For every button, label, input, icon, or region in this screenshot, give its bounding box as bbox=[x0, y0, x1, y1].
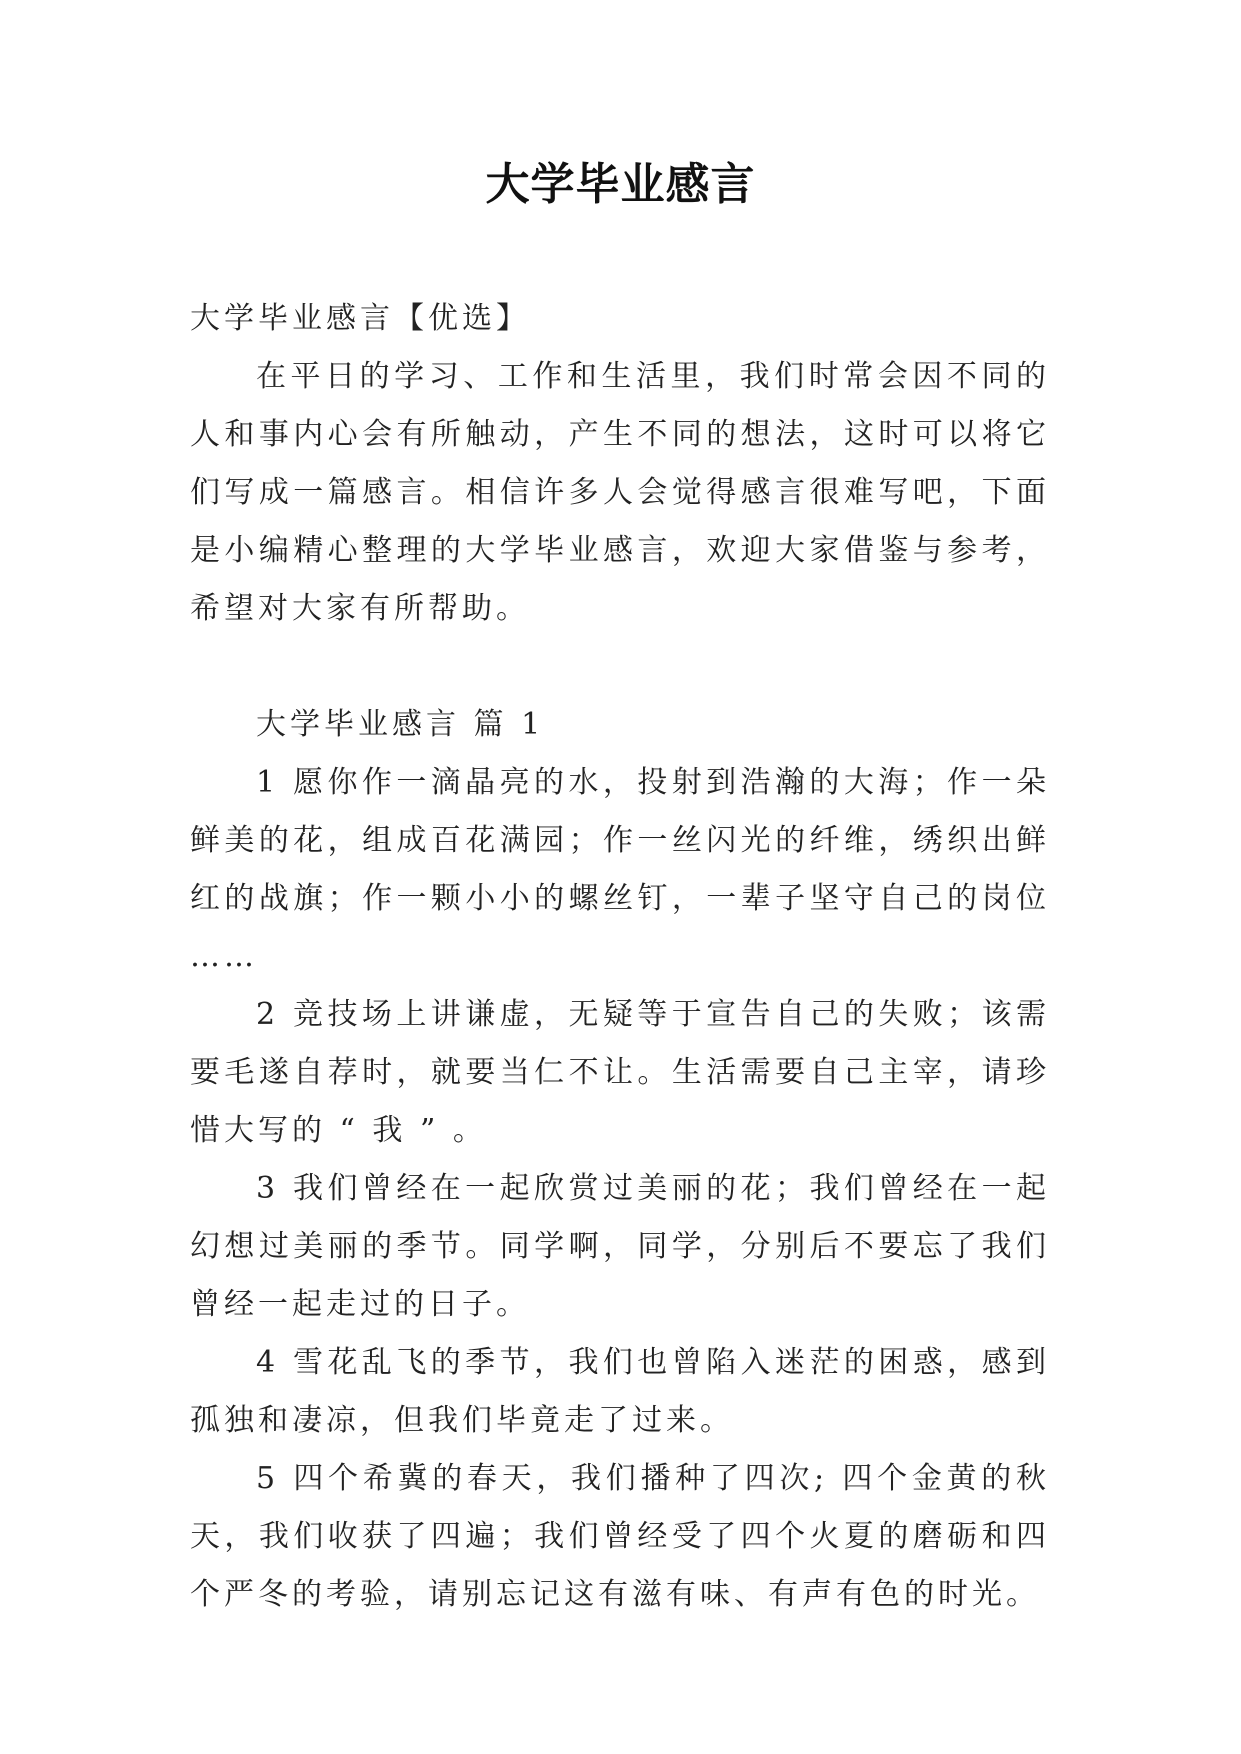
document-body bbox=[190, 290, 1050, 1624]
body-paragraph-2: 2 竞技场上讲谦虚，无疑等于宣告自己的失败；该需要毛遂自荐时，就要当仁不让。生活需要自己主宰，请珍惜大写的 “ 我 ” 。 bbox=[190, 997, 1050, 1148]
paragraph-spacer bbox=[190, 638, 1050, 696]
document-title: 大学毕业感言 bbox=[485, 159, 756, 210]
body-paragraph-4: 4 雪花乱飞的季节，我们也曾陷入迷茫的困惑，感到孤独和凄凉，但我们毕竟走了过来。 bbox=[190, 1345, 1050, 1438]
intro-paragraph: 在平日的学习、工作和生活里，我们时常会因不同的人和事内心会有所触动，产生不同的想法，这时可以将它们写成一篇感言。相信许多人会觉得感言很难写吧，下面是小编精心整理的大学毕业感言，欢迎大家借鉴与参考，希望对大家有所帮助。 bbox=[190, 359, 1050, 626]
section-heading: 大学毕业感言 篇 1 bbox=[256, 707, 545, 742]
body-paragraph-5: 5 四个希冀的春天，我们播种了四次; 四个金黄的秋天，我们收获了四遍；我们曾经受了四个火夏的磨砺和四个严冬的考验，请别忘记这有滋有味、有声有色的时光。 bbox=[190, 1461, 1050, 1612]
document-subtitle: 大学毕业感言【优选】 bbox=[190, 301, 530, 336]
body-paragraph-1: 1 愿你作一滴晶亮的水，投射到浩瀚的大海；作一朵鲜美的花，组成百花满园；作一丝闪光的纤维，绣织出鲜红的战旗；作一颗小小的螺丝钉，一辈子坚守自己的岗位 …… bbox=[190, 765, 1050, 974]
body-paragraph-3: 3 我们曾经在一起欣赏过美丽的花；我们曾经在一起幻想过美丽的季节。同学啊，同学，分别后不要忘了我们曾经一起走过的日子。 bbox=[190, 1171, 1050, 1322]
